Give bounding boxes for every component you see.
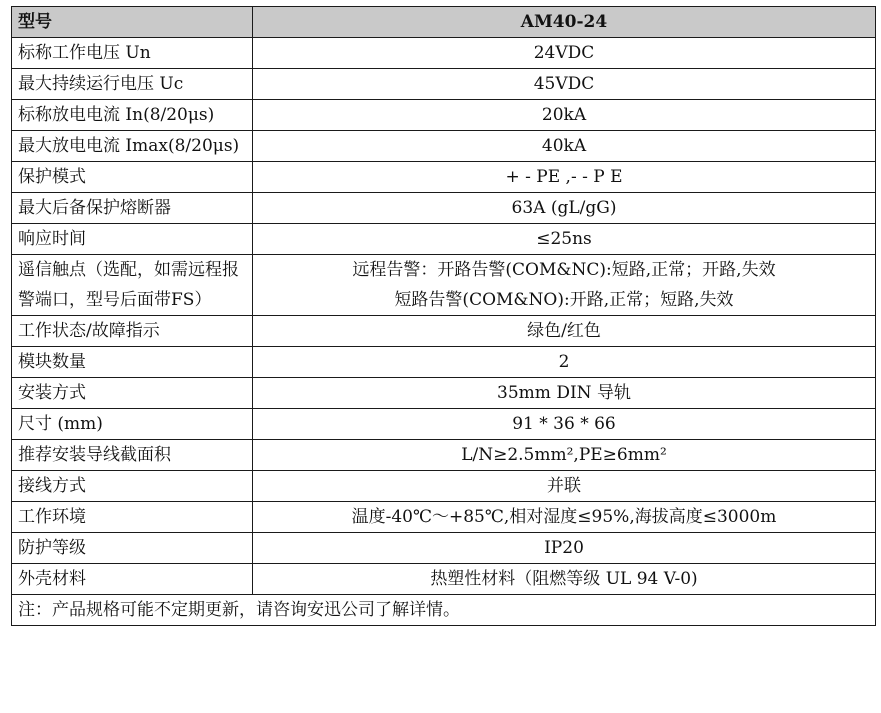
table-row [12, 100, 876, 131]
table-row [12, 162, 876, 193]
table-row [12, 131, 876, 162]
table-row [12, 224, 876, 255]
table-header-row [12, 7, 876, 38]
spec-label: 保护模式 [12, 162, 253, 193]
spec-label: 遥信触点（选配，如需远程报警端口，型号后面带FS） [12, 255, 253, 316]
footnote: 注：产品规格可能不定期更新，请咨询安迅公司了解详情。 [12, 595, 876, 626]
remote-alarm-line-1: 远程告警：开路告警(COM&NC):短路,正常；开路,失效 [352, 260, 776, 280]
model-value: AM40-24 [253, 7, 876, 38]
spec-value: 45VDC [253, 69, 876, 100]
spec-value: 24VDC [253, 38, 876, 69]
spec-value: 温度-40℃～+85℃,相对湿度≤95%,海拔高度≤3000m [253, 502, 876, 533]
spec-value: 热塑性材料（阻燃等级 UL 94 V-0) [253, 564, 876, 595]
table-row [12, 440, 876, 471]
table-row [12, 564, 876, 595]
spec-label: 标称工作电压 Un [12, 38, 253, 69]
spec-value: L/N≥2.5mm²,PE≥6mm² [253, 440, 876, 471]
spec-label: 最大放电电流 Imax(8/20μs) [12, 131, 253, 162]
spec-label: 模块数量 [12, 347, 253, 378]
spec-label: 防护等级 [12, 533, 253, 564]
table-row [12, 378, 876, 409]
spec-label: 最大后备保护熔断器 [12, 193, 253, 224]
spec-label: 工作环境 [12, 502, 253, 533]
spec-label: 响应时间 [12, 224, 253, 255]
spec-value: 并联 [253, 471, 876, 502]
spec-value: 63A (gL/gG) [253, 193, 876, 224]
table-row [12, 347, 876, 378]
table-row [12, 471, 876, 502]
spec-value: 40kA [253, 131, 876, 162]
spec-value: ≤25ns [253, 224, 876, 255]
table-row [12, 533, 876, 564]
spec-label: 外壳材料 [12, 564, 253, 595]
spec-value: 91 * 36 * 66 [253, 409, 876, 440]
spec-label: 推荐安装导线截面积 [12, 440, 253, 471]
spec-value: 绿色/红色 [253, 316, 876, 347]
spec-value: 2 [253, 347, 876, 378]
spec-value: IP20 [253, 533, 876, 564]
spec-label: 最大持续运行电压 Uc [12, 69, 253, 100]
spec-label: 接线方式 [12, 471, 253, 502]
spec-value [253, 255, 876, 316]
spec-label: 标称放电电流 In(8/20μs) [12, 100, 253, 131]
table-row [12, 502, 876, 533]
spec-label: 工作状态/故障指示 [12, 316, 253, 347]
note-row [12, 595, 876, 626]
spec-table [11, 6, 876, 626]
spec-value: 35mm DIN 导轨 [253, 378, 876, 409]
spec-sheet [11, 6, 875, 626]
table-row [12, 38, 876, 69]
remote-alarm-line-2: 短路告警(COM&NO):开路,正常；短路,失效 [394, 290, 734, 310]
spec-value: + - PE ,- - P E [253, 162, 876, 193]
spec-value: 20kA [253, 100, 876, 131]
spec-label: 尺寸 (mm) [12, 409, 253, 440]
table-row [12, 193, 876, 224]
spec-label: 安装方式 [12, 378, 253, 409]
model-label: 型号 [12, 7, 253, 38]
table-row [12, 409, 876, 440]
table-row [12, 316, 876, 347]
table-row [12, 255, 876, 316]
table-row [12, 69, 876, 100]
